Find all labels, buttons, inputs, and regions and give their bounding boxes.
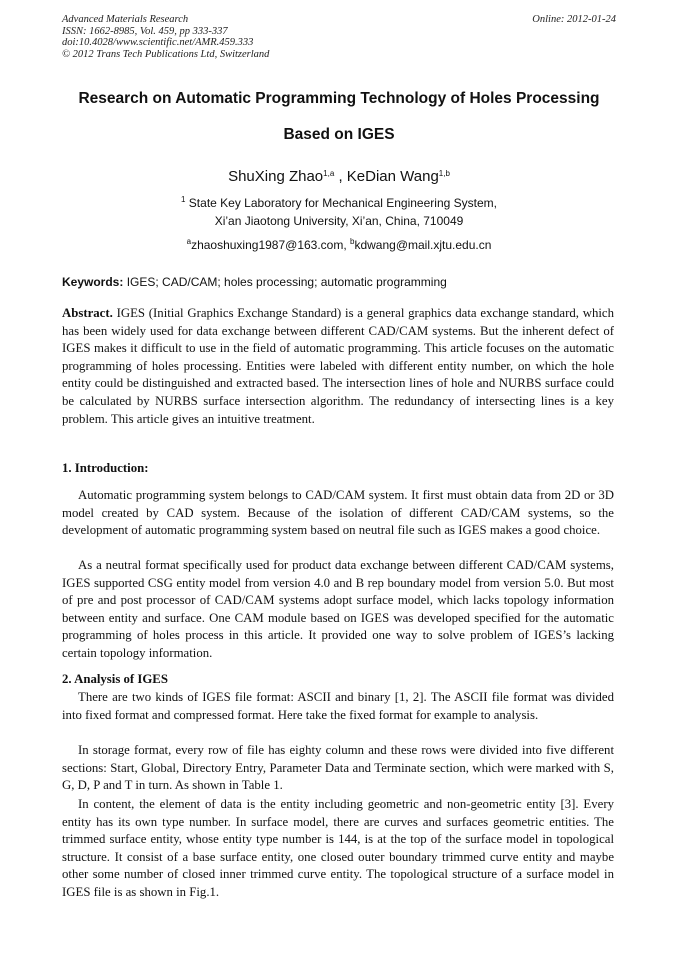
section-heading: 1. Introduction: [62, 461, 149, 475]
paragraph: There are two kinds of IGES file format: ASCII and binary [1, 2]. The ASCII file format was divided into fixed format and compressed format. Here take the fixed format for example to analysis. [62, 690, 614, 722]
abstract [62, 305, 614, 428]
issn-line: ISSN: 1662-8985, Vol. 459, pp 333-337 [62, 25, 228, 37]
journal-header [62, 14, 618, 60]
email-link[interactable]: zhaoshuxing1987@163.com, [191, 238, 351, 252]
author-name: ShuXing Zhao [228, 168, 324, 185]
copyright-line: © 2012 Trans Tech Publications Ltd, Switzerland [62, 48, 270, 60]
keywords-label: Keywords: [62, 275, 127, 289]
section-heading: 2. Analysis of IGES [62, 672, 168, 686]
author-name: KeDian Wang [346, 168, 439, 185]
author-affil-sup: 1,b [438, 169, 450, 178]
affil-sup: 1 [181, 195, 186, 204]
email-sup: b [350, 237, 355, 246]
keywords-text: IGES; CAD/CAM; holes processing; automatic programming [126, 275, 447, 289]
journal-name: Advanced Materials Research [62, 14, 189, 25]
paragraph: Automatic programming system belongs to CAD/CAM system. It first must obtain data from 2D or 3D model created by CAD system. Because of the isolation of different CAD/CAM systems, so the development of automatic programming system based on neutral file such as IGES makes a good choice. [62, 488, 614, 538]
email-link[interactable]: kdwang@mail.xjtu.edu.cn [354, 238, 492, 252]
paragraph: In content, the element of data is the entity including geometric and non-geometric entity [3]. Every entity has its own type number. In surface model, there are curves and surfaces geometric entities. The trimmed surface entity, whose entity type number is 144, is at the top of the surface model in topological structure. It consist of a base surface entity, one closed outer boundary trimmed curve entity and maybe other some number of closed inner trimmed curve entity. The topological structure of a surface model in IGES file is as shown in Fig.1. [62, 797, 614, 899]
author-separator: , [334, 168, 347, 185]
author-list [0, 168, 678, 185]
abstract-label: Abstract. [62, 306, 117, 320]
keywords [62, 275, 618, 289]
paragraph: As a neutral format specifically used for product data exchange between different CAD/CAM systems, IGES supported CSG entity model from version 4.0 and B rep boundary model from version 5.0. But most of pre and post processor of CAD/CAM systems adopt surface model, which lacks topology information between entity and surface. One CAM module based on IGES was developed specified for the automatic programming of holes process in this article. It provided one way to solve problem of IGES’s lacking certain topology information. [62, 558, 614, 660]
affiliation-line2: Xi’an Jiaotong University, Xi’an, China, 710049 [214, 214, 464, 228]
paper-title-line1: Research on Automatic Programming Technology of Holes Processing [78, 90, 600, 107]
email-sup: a [186, 237, 192, 246]
online-date: Online: 2012-01-24 [532, 14, 616, 25]
affiliation-line1 [0, 194, 678, 212]
paragraph: In storage format, every row of file has eighty column and these rows were divided into five different sections: Start, Global, Directory Entry, Parameter Data and Terminate section, which were marked with S, G, D, P and T in turn. As shown in Table 1. [62, 743, 614, 793]
email-line [0, 236, 678, 254]
author-affil-sup: 1,a [323, 169, 335, 178]
abstract-text: IGES (Initial Graphics Exchange Standard) is a general graphics data exchange standard, which has been widely used for data exchange between different CAD/CAM systems. But the inherent defect of IGES makes it difficult to use in the field of automatic programming. This article focuses on the automatic programming of holes processing. Entities were labeled with different entity number, on which the hole entity could be distinguished and extracted based. The intersection lines of hole and NURBS surface could be calculated by NURBS surface intersection algorithm. The redundancy of intersecting lines is a key problem. This article gives an intuitive treatment. [62, 306, 614, 426]
affil-text: State Key Laboratory for Mechanical Engineering System, [185, 196, 497, 210]
doi-line: doi:10.4028/www.scientific.net/AMR.459.333 [62, 37, 254, 49]
paper-title-line2: Based on IGES [283, 126, 395, 143]
